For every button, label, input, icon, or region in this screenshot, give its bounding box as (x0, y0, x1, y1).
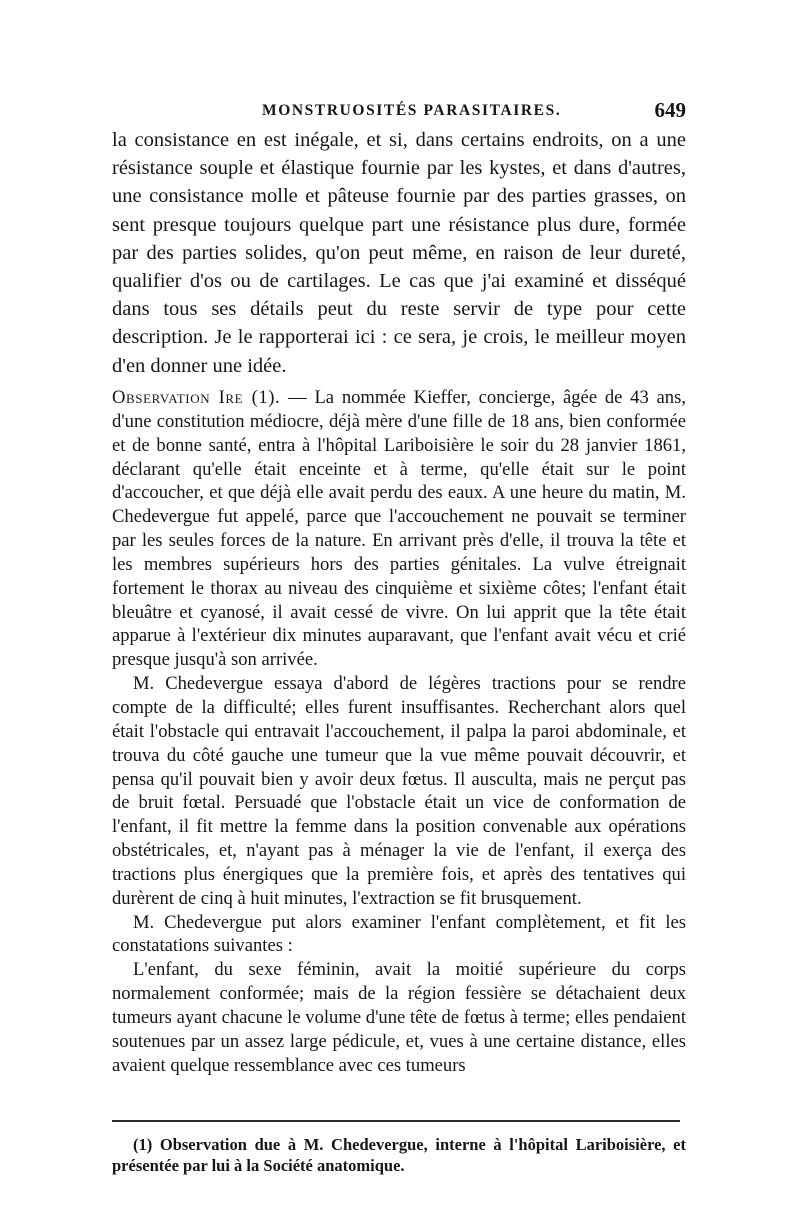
observation-paragraph-3: M. Chedevergue put alors examiner l'enfant complètement, et fit les constatations suivantes : (112, 911, 686, 957)
observation-paragraph-2: M. Chedevergue essaya d'abord de légères tractions pour se rendre compte de la difficulté; elles furent insuffisantes. Recherchant alors quel était l'obstacle qui entravait l'accouchement, il palpa la paroi abdominale, et trouva du côté gauche une tumeur que la vue même pouvait découvrir, et pensa qu'il pouvait bien y avoir deux fœtus. Il ausculta, mais ne perçut pas de bruit fœtal. Persuadé que l'obstacle était un vice de conformation de l'enfant, il fit mettre la femme dans la position convenable aux opérations obstétricales, et, n'ayant pas à ménager la vie de l'enfant, il exerça des tractions plus énergiques que la première fois, et après des tentatives qui durèrent de cinq à huit minutes, l'extraction se fit brusquement. (112, 673, 686, 909)
page-header (112, 98, 686, 126)
running-title: MONSTRUOSITÉS PARASITAIRES. (262, 102, 562, 119)
page-number: 649 (654, 98, 686, 122)
observation-block (112, 386, 686, 1077)
footnote-divider (112, 1120, 680, 1122)
observation-paragraph-4: L'enfant, du sexe féminin, avait la moitié supérieure du corps normalement conformée; mais de la région fessière se détachaient deux tumeurs ayant chacune le volume d'une tête de fœtus à terme; elles pendaient soutenues par un assez large pédicule, et, vues à une certaine distance, elles avaient quelque ressemblance avec ces tumeurs (112, 959, 686, 1076)
observation-paragraph-1 (112, 386, 686, 672)
intro-paragraph: la consistance en est inégale, et si, dans certains endroits, on a une résistance souple et élastique fournie par les kystes, et dans d'autres, une consistance molle et pâteuse fournie par des parties grasses, on sent presque toujours quelque part une résistance plus dure, formée par des parties solides, qu'on peut même, en raison de leur dureté, qualifier d'os ou de cartilages. Le cas que j'ai examiné et disséqué dans tous ses détails peut du reste servir de type pour cette description. Je le rapporterai ici : ce sera, je crois, le meilleur moyen d'en donner une idée. (112, 129, 686, 377)
intro-text-block (112, 126, 686, 380)
observation-text-1: — La nommée Kieffer, concierge, âgée de 43 ans, d'une constitution médiocre, déjà mère d'une fille de 18 ans, bien conformée et de bonne santé, entra à l'hôpital Lariboisière le soir du 28 janvier 1861, déclarant qu'elle était enceinte et à terme, qu'elle était sur le point d'accoucher, et que déjà elle avait perdu des eaux. A une heure du matin, M. Chedevergue fut appelé, parce que l'accouchement ne pouvait se terminer par les seules forces de la nature. En arrivant près d'elle, il trouva la tête et les membres supérieurs hors des parties génitales. La vulve étreignait fortement le thorax au niveau des cinquième et sixième côtes; l'enfant était bleuâtre et cyanosé, il avait cessé de vivre. On lui apprit que la tête était apparue à l'extérieur dix minutes auparavant, que l'enfant avait vécu et crié presque jusqu'à son arrivée. (112, 387, 686, 671)
observation-label: Observation Ire (1). (112, 387, 281, 408)
footnote (112, 1134, 686, 1176)
footnote-text: (1) Observation due à M. Chedevergue, interne à l'hôpital Lariboisière, et présentée par lui à la Société anatomique. (112, 1135, 686, 1175)
